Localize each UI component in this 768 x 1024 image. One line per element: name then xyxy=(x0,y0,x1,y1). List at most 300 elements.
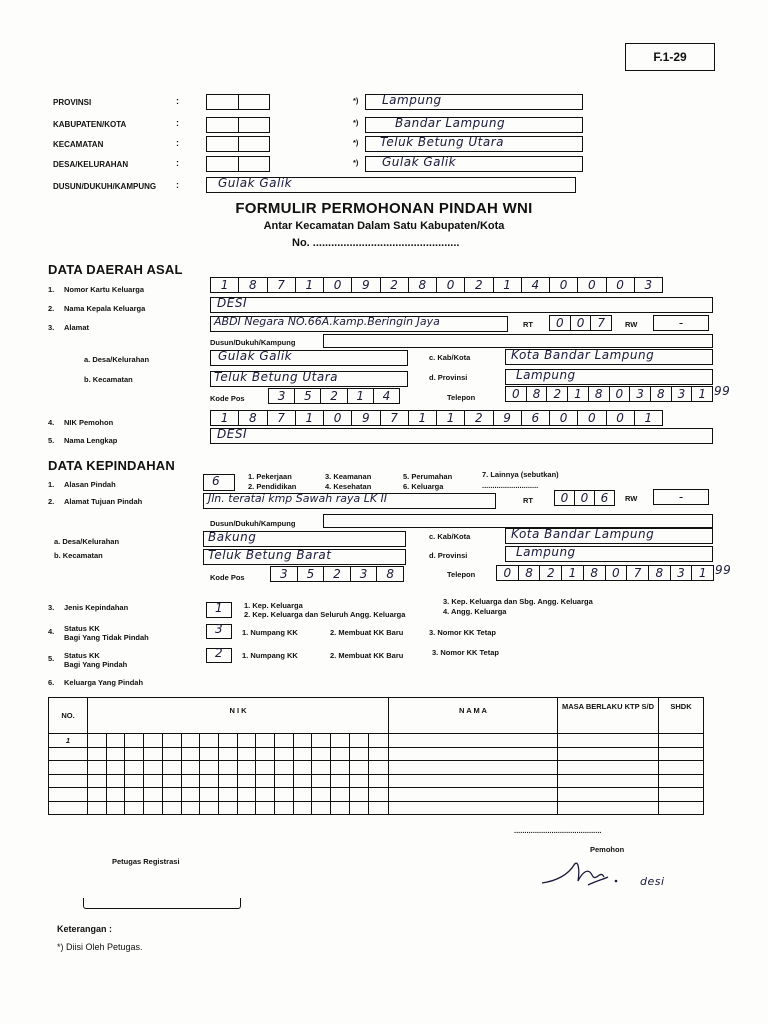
nik-cell[interactable] xyxy=(293,774,312,788)
nik-cell[interactable] xyxy=(125,747,144,761)
kab-value: Kota Bandar Lampung xyxy=(511,527,655,541)
nik-cell[interactable] xyxy=(256,761,275,775)
shdk-cell[interactable] xyxy=(659,788,704,802)
telepon-extra: 99 xyxy=(715,563,732,577)
form-number: No. ................................................ xyxy=(292,237,460,249)
shdk-cell[interactable] xyxy=(659,734,704,748)
kab-label: c. Kab/Kota xyxy=(429,353,471,362)
nik-cell[interactable] xyxy=(293,801,312,815)
nik-cell[interactable] xyxy=(293,747,312,761)
item-number: 5. xyxy=(48,654,55,663)
petugas-label: Petugas Registrasi xyxy=(112,857,180,866)
nik-cell[interactable] xyxy=(349,734,368,748)
signature-name: desi xyxy=(640,875,665,888)
kabupaten-value: Bandar Lampung xyxy=(395,116,506,130)
kecamatan-label: KECAMATAN xyxy=(53,140,104,149)
nik-cell[interactable] xyxy=(368,788,388,802)
telepon-digit-cell: 8 xyxy=(527,387,548,401)
shdk-cell[interactable] xyxy=(659,747,704,761)
alasan-opt6: 6. Keluarga xyxy=(403,482,444,491)
nik-cell[interactable] xyxy=(275,734,294,748)
nik-digit-cell: 0 xyxy=(578,411,606,425)
nama-cell[interactable] xyxy=(389,734,558,748)
telepon-digit-cell: 8 xyxy=(519,566,541,580)
family-table xyxy=(48,697,704,815)
nik-cell[interactable] xyxy=(331,801,350,815)
kk-digit-cell: 0 xyxy=(607,278,635,292)
table-row xyxy=(49,761,704,775)
nik-cell[interactable] xyxy=(256,747,275,761)
prov-value: Lampung xyxy=(516,545,576,559)
star-mark: *) xyxy=(353,138,359,147)
kec-label: b. Kecamatan xyxy=(84,375,133,384)
row-no-cell[interactable]: 1 xyxy=(49,734,88,748)
nik-cell[interactable] xyxy=(368,801,388,815)
rw-digit-cell: - xyxy=(678,316,684,330)
kodepos-label: Kode Pos xyxy=(210,394,245,403)
kk-digit-cell: 1 xyxy=(494,278,522,292)
nik-cell[interactable] xyxy=(125,734,144,748)
table-row xyxy=(49,801,704,815)
nik-digit-cell: 9 xyxy=(494,411,522,425)
rt-boxes[interactable] xyxy=(554,490,615,506)
nama-cell[interactable] xyxy=(389,774,558,788)
nik-cell[interactable] xyxy=(349,761,368,775)
rt-digit-cell: 7 xyxy=(597,316,605,330)
dusun-field[interactable] xyxy=(323,514,713,528)
nik-cell[interactable] xyxy=(144,774,163,788)
nik-cell[interactable] xyxy=(368,734,388,748)
kk-digit-cell: 8 xyxy=(239,278,267,292)
nik-cell[interactable] xyxy=(275,747,294,761)
alamat-value: ABDI Negara NO.66A.kamp.Beringin Jaya xyxy=(214,315,440,328)
item-number: 1. xyxy=(48,480,55,489)
nama-value: DESI xyxy=(217,427,247,441)
telepon-digit-cell: 8 xyxy=(651,387,672,401)
nik-cell[interactable] xyxy=(312,801,331,815)
nik-cell[interactable] xyxy=(200,747,219,761)
form-subtitle: Antar Kecamatan Dalam Satu Kabupaten/Kota xyxy=(263,220,505,232)
row-no-cell[interactable] xyxy=(49,761,88,775)
nik-digit-cell: 0 xyxy=(550,411,578,425)
col-nik: N I K xyxy=(88,698,389,734)
masa-cell[interactable] xyxy=(558,801,659,815)
nama-cell[interactable] xyxy=(389,788,558,802)
nik-cell[interactable] xyxy=(331,734,350,748)
desa-value: Gulak Galik xyxy=(382,155,457,169)
pemohon-label: Pemohon xyxy=(590,845,625,854)
nik-cell[interactable] xyxy=(218,774,237,788)
telepon-digit-cell: 1 xyxy=(698,566,707,580)
rt-digit-cell: 0 xyxy=(575,491,595,505)
jenis-opt2: 2. Kep. Keluarga dan Seluruh Angg. Keluarga xyxy=(244,610,406,619)
dusun-label: DUSUN/DUKUH/KAMPUNG xyxy=(53,182,157,191)
kepala-field[interactable] xyxy=(210,297,713,313)
section-kepindahan: DATA KEPINDAHAN xyxy=(48,458,175,473)
kk-digit-cell: 4 xyxy=(522,278,550,292)
desa-code-boxes[interactable] xyxy=(206,156,270,172)
tujuan-value: Jln. teratai kmp Sawah raya LK II xyxy=(208,492,388,505)
nik-digit-cell: 7 xyxy=(268,411,296,425)
nik-cell[interactable] xyxy=(106,747,125,761)
masa-cell[interactable] xyxy=(558,774,659,788)
col-no: NO. xyxy=(49,698,88,734)
colon: : xyxy=(176,158,179,168)
nik-cell[interactable] xyxy=(312,761,331,775)
telepon-digit-cell: 0 xyxy=(506,387,527,401)
nik-cell[interactable] xyxy=(125,774,144,788)
kab-label: c. Kab/Kota xyxy=(429,532,471,541)
nik-cell[interactable] xyxy=(162,747,181,761)
dusun-label: Dusun/Dukuh/Kampung xyxy=(210,519,296,528)
nik-digit-cell: 6 xyxy=(522,411,550,425)
alasan-opt7-line: ........................... xyxy=(482,481,539,490)
nik-cell[interactable] xyxy=(88,801,107,815)
nik-cell[interactable] xyxy=(237,774,256,788)
jenis-opt3: 3. Kep. Keluarga dan Sbg. Angg. Keluarga xyxy=(443,597,593,606)
nik-cell[interactable] xyxy=(88,747,107,761)
telepon-digit-cell: 1 xyxy=(568,387,589,401)
nik-cell[interactable] xyxy=(218,788,237,802)
kec-value: Teluk Betung Utara xyxy=(214,370,339,384)
row-no-cell[interactable] xyxy=(49,747,88,761)
shdk-cell[interactable] xyxy=(659,761,704,775)
nik-cell[interactable] xyxy=(368,747,388,761)
kodepos-digit-cell: 8 xyxy=(386,567,394,581)
pemohon-dots: .......................................... xyxy=(514,826,602,835)
shdk-cell[interactable] xyxy=(659,801,704,815)
telepon-boxes[interactable] xyxy=(496,565,714,581)
item-number: 2. xyxy=(48,304,55,313)
nik-cell[interactable] xyxy=(88,734,107,748)
prov-label: d. Provinsi xyxy=(429,373,468,382)
kodepos-digit-cell: 2 xyxy=(321,389,347,403)
telepon-extra: 99 xyxy=(714,384,731,398)
masa-cell[interactable] xyxy=(558,747,659,761)
nik-cell[interactable] xyxy=(218,747,237,761)
colon: : xyxy=(176,180,179,190)
nik-cell[interactable] xyxy=(275,801,294,815)
telepon-digit-cell: 2 xyxy=(547,387,568,401)
shdk-cell[interactable] xyxy=(659,774,704,788)
kabupaten-label: KABUPATEN/KOTA xyxy=(53,120,127,129)
nik-cell[interactable] xyxy=(106,788,125,802)
telepon-label: Telepon xyxy=(447,393,476,402)
rt-digit-cell: 0 xyxy=(550,316,571,330)
star-mark: *) xyxy=(353,158,359,167)
nik-cell[interactable] xyxy=(88,788,107,802)
colon: : xyxy=(176,138,179,148)
nik-digit-cell: 0 xyxy=(607,411,635,425)
kabupaten-code-boxes[interactable] xyxy=(206,117,270,133)
nik-cell[interactable] xyxy=(237,788,256,802)
kepala-value: DESI xyxy=(217,296,247,310)
alasan-opt1: 1. Pekerjaan xyxy=(248,472,292,481)
nama-field[interactable] xyxy=(210,428,713,444)
item-number: 6. xyxy=(48,678,55,687)
telepon-boxes[interactable] xyxy=(505,386,713,402)
rw-digit-cell: - xyxy=(678,490,684,504)
telepon-digit-cell: 7 xyxy=(627,566,649,580)
nik-cell[interactable] xyxy=(349,747,368,761)
form-title: FORMULIR PERMOHONAN PINDAH WNI xyxy=(235,200,533,217)
keterangan-label: Keterangan : xyxy=(57,924,113,934)
prov-value: Lampung xyxy=(516,368,576,382)
kodepos-digit-cell: 5 xyxy=(295,389,321,403)
rw-boxes[interactable] xyxy=(653,315,709,331)
nik-cell[interactable] xyxy=(368,761,388,775)
nik-cell[interactable] xyxy=(312,734,331,748)
nik-cell[interactable] xyxy=(237,747,256,761)
jenis-label: Jenis Kepindahan xyxy=(64,603,129,612)
nik-cell[interactable] xyxy=(181,788,200,802)
nik-cell[interactable] xyxy=(200,734,219,748)
nik-cell[interactable] xyxy=(218,734,237,748)
desa-value: Gulak Galik xyxy=(218,349,293,363)
nik-cell[interactable] xyxy=(275,774,294,788)
nik-cell[interactable] xyxy=(106,761,125,775)
desa-value: Bakung xyxy=(208,530,257,544)
status-pindah-value: 2 xyxy=(215,646,224,660)
colon: : xyxy=(176,118,179,128)
nik-cell[interactable] xyxy=(125,788,144,802)
nik-cell[interactable] xyxy=(256,774,275,788)
table-row xyxy=(49,734,704,748)
alasan-opt5: 5. Perumahan xyxy=(403,472,453,481)
kk-digit-cell: 1 xyxy=(211,278,239,292)
rt-label: RT xyxy=(523,320,533,329)
nik-cell[interactable] xyxy=(144,747,163,761)
nik-cell[interactable] xyxy=(312,788,331,802)
nik-cell[interactable] xyxy=(349,774,368,788)
row-no-cell[interactable] xyxy=(49,788,88,802)
kk-digit-cell: 0 xyxy=(578,278,606,292)
nik-cell[interactable] xyxy=(312,747,331,761)
nik-cell[interactable] xyxy=(125,761,144,775)
nik-cell[interactable] xyxy=(237,734,256,748)
alasan-opt4: 4. Kesehatan xyxy=(325,482,372,491)
kk-digit-cell: 9 xyxy=(352,278,380,292)
colon: : xyxy=(176,96,179,106)
nik-cell[interactable] xyxy=(181,761,200,775)
kk-digit-cell: 0 xyxy=(550,278,578,292)
petugas-sign-line xyxy=(83,898,241,909)
nama-cell[interactable] xyxy=(389,761,558,775)
rt-digit-cell: 0 xyxy=(571,316,592,330)
nama-cell[interactable] xyxy=(389,747,558,761)
nik-cell[interactable] xyxy=(200,801,219,815)
nik-cell[interactable] xyxy=(144,788,163,802)
col-masa: MASA BERLAKU KTP S/D xyxy=(558,698,659,734)
nik-cell[interactable] xyxy=(181,774,200,788)
nik-cell[interactable] xyxy=(293,734,312,748)
item-number: 4. xyxy=(48,627,55,636)
nik-cell[interactable] xyxy=(144,761,163,775)
nama-label: Nama Lengkap xyxy=(64,436,118,445)
alasan-opt2: 2. Pendidikan xyxy=(248,482,297,491)
nik-cell[interactable] xyxy=(162,801,181,815)
nik-cell[interactable] xyxy=(237,761,256,775)
rt-label: RT xyxy=(523,496,533,505)
nama-cell[interactable] xyxy=(389,801,558,815)
nik-cell[interactable] xyxy=(88,761,107,775)
star-mark: *) xyxy=(353,118,359,127)
provinsi-code-boxes[interactable] xyxy=(206,94,270,110)
kk-label: Nomor Kartu Keluarga xyxy=(64,285,145,294)
nik-cell[interactable] xyxy=(200,788,219,802)
nik-cell[interactable] xyxy=(237,801,256,815)
kk-digit-cell: 0 xyxy=(437,278,465,292)
status2-opt1: 1. Numpang KK xyxy=(242,651,298,660)
kepala-label: Nama Kepala Keluarga xyxy=(64,304,146,313)
item-number: 1. xyxy=(48,285,55,294)
rw-label: RW xyxy=(625,320,638,329)
telepon-digit-cell: 3 xyxy=(672,387,693,401)
desa-label: a. Desa/Kelurahan xyxy=(84,355,150,364)
telepon-digit-cell: 1 xyxy=(562,566,584,580)
jenis-opt4: 4. Angg. Keluarga xyxy=(443,607,507,616)
rt-digit-cell: 6 xyxy=(600,491,609,505)
rw-label: RW xyxy=(625,494,638,503)
kk-digit-cell: 2 xyxy=(381,278,409,292)
tujuan-label: Alamat Tujuan Pindah xyxy=(64,497,143,506)
masa-cell[interactable] xyxy=(558,761,659,775)
kecamatan-code-boxes[interactable] xyxy=(206,136,270,152)
nik-cell[interactable] xyxy=(256,788,275,802)
nik-cell[interactable] xyxy=(144,734,163,748)
masa-cell[interactable] xyxy=(558,788,659,802)
nik-digit-cell: 1 xyxy=(296,411,324,425)
rw-boxes[interactable] xyxy=(653,489,709,505)
item-number: 4. xyxy=(48,418,55,427)
kk-digit-cell: 3 xyxy=(644,278,653,292)
star-mark: *) xyxy=(353,96,359,105)
nik-cell[interactable] xyxy=(349,788,368,802)
nik-cell[interactable] xyxy=(293,761,312,775)
jenis-value: 1 xyxy=(215,601,224,615)
kodepos-digit-cell: 3 xyxy=(271,567,298,581)
nik-cell[interactable] xyxy=(162,734,181,748)
kk-number-boxes[interactable] xyxy=(210,277,663,293)
status-opt2: 2. Membuat KK Baru xyxy=(330,628,404,637)
kodepos-label: Kode Pos xyxy=(210,573,245,582)
status-pindah-label: Status KK xyxy=(64,651,100,660)
nik-cell[interactable] xyxy=(106,734,125,748)
nik-cell[interactable] xyxy=(331,747,350,761)
nik-cell[interactable] xyxy=(181,801,200,815)
nik-cell[interactable] xyxy=(106,774,125,788)
nik-cell[interactable] xyxy=(218,801,237,815)
item-number: 3. xyxy=(48,603,55,612)
kodepos-boxes[interactable] xyxy=(270,566,404,582)
telepon-digit-cell: 8 xyxy=(589,387,610,401)
telepon-digit-cell: 0 xyxy=(497,566,519,580)
row-no-cell[interactable] xyxy=(49,801,88,815)
nik-cell[interactable] xyxy=(200,774,219,788)
nik-digit-cell: 1 xyxy=(437,411,465,425)
dusun-label: Dusun/Dukuh/Kampung xyxy=(210,338,296,347)
nik-boxes[interactable] xyxy=(210,410,663,426)
nik-cell[interactable] xyxy=(331,761,350,775)
alamat-label: Alamat xyxy=(64,323,90,332)
nik-cell[interactable] xyxy=(88,774,107,788)
telepon-digit-cell: 0 xyxy=(610,387,631,401)
footer-note: *) Diisi Oleh Petugas. xyxy=(57,942,143,952)
col-shdk: SHDK xyxy=(659,698,704,734)
jenis-opt1: 1. Kep. Keluarga xyxy=(244,601,303,610)
nik-cell[interactable] xyxy=(368,774,388,788)
kodepos-boxes[interactable] xyxy=(268,388,400,404)
nik-cell[interactable] xyxy=(293,788,312,802)
nik-cell[interactable] xyxy=(125,801,144,815)
nik-digit-cell: 1 xyxy=(211,411,239,425)
telepon-digit-cell: 1 xyxy=(698,387,706,401)
row-no-cell[interactable] xyxy=(49,774,88,788)
kk-digit-cell: 0 xyxy=(324,278,352,292)
nik-cell[interactable] xyxy=(349,801,368,815)
nik-cell[interactable] xyxy=(331,774,350,788)
dusun-field[interactable] xyxy=(323,334,713,348)
nik-cell[interactable] xyxy=(275,788,294,802)
desa-label: DESA/KELURAHAN xyxy=(53,160,129,169)
nik-cell[interactable] xyxy=(162,761,181,775)
item-number: 2. xyxy=(48,497,55,506)
nik-digit-cell: 0 xyxy=(324,411,352,425)
nik-cell[interactable] xyxy=(312,774,331,788)
nik-cell[interactable] xyxy=(275,761,294,775)
telepon-digit-cell: 8 xyxy=(584,566,606,580)
rt-boxes[interactable] xyxy=(549,315,612,331)
nik-cell[interactable] xyxy=(144,801,163,815)
telepon-digit-cell: 3 xyxy=(630,387,651,401)
provinsi-value: Lampung xyxy=(382,93,442,107)
nik-cell[interactable] xyxy=(162,788,181,802)
status-opt1: 1. Numpang KK xyxy=(242,628,298,637)
masa-cell[interactable] xyxy=(558,734,659,748)
alasan-opt7: 7. Lainnya (sebutkan) xyxy=(482,470,559,479)
kk-digit-cell: 8 xyxy=(409,278,437,292)
kodepos-digit-cell: 5 xyxy=(298,567,325,581)
nik-digit-cell: 1 xyxy=(409,411,437,425)
form-code: F.1-29 xyxy=(653,50,687,64)
telepon-label: Telepon xyxy=(447,570,476,579)
kodepos-digit-cell: 3 xyxy=(269,389,295,403)
alasan-opt3: 3. Keamanan xyxy=(325,472,372,481)
nik-cell[interactable] xyxy=(106,801,125,815)
status-opt3: 3. Nomor KK Tetap xyxy=(429,628,496,637)
nik-cell[interactable] xyxy=(181,734,200,748)
kodepos-digit-cell: 3 xyxy=(351,567,378,581)
kk-digit-cell: 7 xyxy=(268,278,296,292)
nik-cell[interactable] xyxy=(218,761,237,775)
kk-digit-cell: 1 xyxy=(296,278,324,292)
nik-label: NIK Pemohon xyxy=(64,418,114,427)
alasan-label: Alasan Pindah xyxy=(64,480,116,489)
keluarga-label: Keluarga Yang Pindah xyxy=(64,678,144,687)
pemohon-signature xyxy=(538,855,628,893)
prov-label: d. Provinsi xyxy=(429,551,468,560)
nik-cell[interactable] xyxy=(200,761,219,775)
nik-cell[interactable] xyxy=(256,734,275,748)
nik-cell[interactable] xyxy=(331,788,350,802)
nik-cell[interactable] xyxy=(162,774,181,788)
status-pindah-sublabel: Bagi Yang Pindah xyxy=(64,660,128,669)
nik-cell[interactable] xyxy=(256,801,275,815)
nik-cell[interactable] xyxy=(181,747,200,761)
table-row xyxy=(49,774,704,788)
nik-digit-cell: 9 xyxy=(352,411,380,425)
status2-opt2: 2. Membuat KK Baru xyxy=(330,651,404,660)
